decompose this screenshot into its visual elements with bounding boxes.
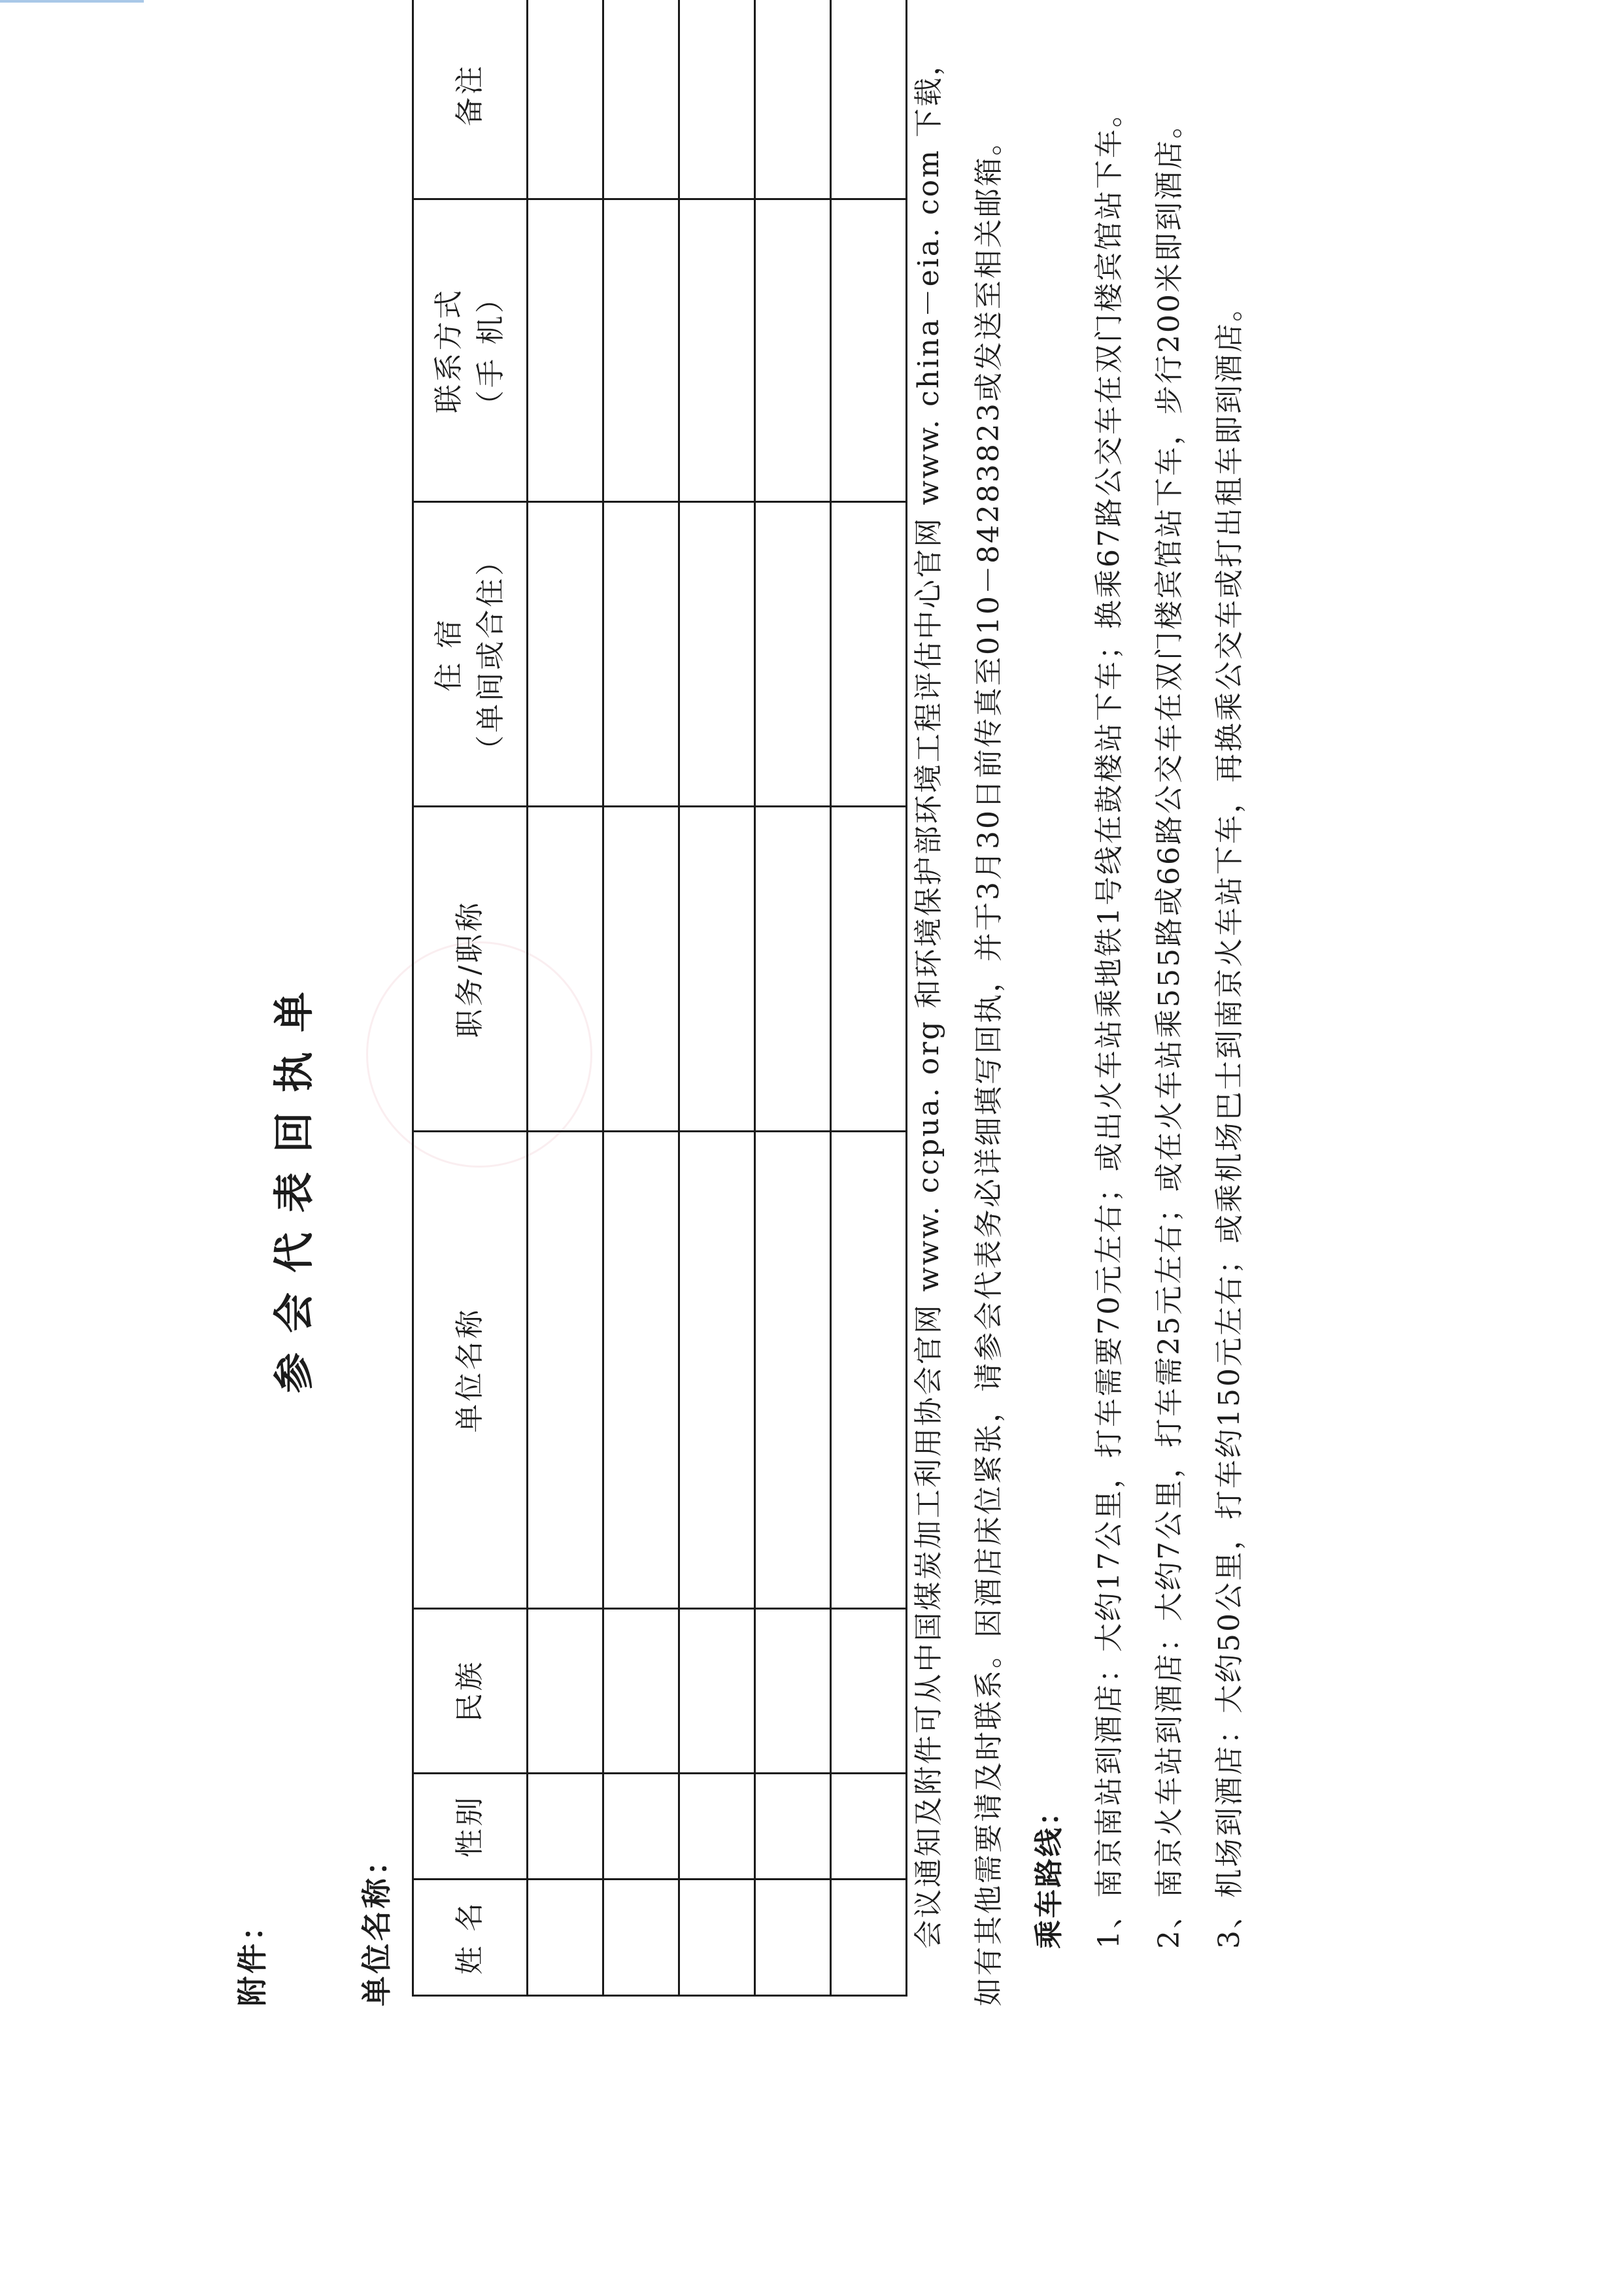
column-header-contact: 联系方式 （手 机）: [413, 199, 528, 502]
cell[interactable]: [755, 1773, 831, 1880]
cell[interactable]: [831, 0, 907, 199]
cell[interactable]: [831, 1609, 907, 1773]
cell[interactable]: [679, 1609, 755, 1773]
cell[interactable]: [831, 807, 907, 1132]
cell[interactable]: [831, 1880, 907, 1996]
cell[interactable]: [528, 807, 603, 1132]
cell[interactable]: [528, 1132, 603, 1609]
cell[interactable]: [755, 1132, 831, 1609]
cell[interactable]: [831, 1132, 907, 1609]
notice-intro: 会议通知及附件可从中国煤炭加工利用协会官网 www. ccpua. org 和环境保护部环境工程评估中心官网 www. china－eia. com 下载，如有其他需要请及时联系。因酒店床位紧张，请参会代表务必详细填写回执，并于3月30日前传真至010－84283823或发送至相关邮箱。: [912, 45, 1006, 2006]
cell[interactable]: [528, 0, 603, 199]
cell[interactable]: [755, 1609, 831, 1773]
unit-name-label: 单位名称：: [359, 1843, 394, 2006]
cell[interactable]: [679, 1773, 755, 1880]
routes-heading: 乘车路线：: [1032, 1795, 1066, 1949]
page-title: 参会代表回执单: [270, 972, 318, 1394]
reply-form-table: [412, 0, 907, 1997]
table-row: [528, 0, 603, 1996]
cell[interactable]: [755, 199, 831, 502]
cell[interactable]: [528, 502, 603, 807]
column-header-remarks: 备注: [413, 0, 528, 199]
route-item: 3、机场到酒店：大约50公里，打车约150元左右；或乘机场巴士到南京火车站下车，再换乘公交车或打出租车即到酒店。: [1213, 291, 1246, 1949]
column-header-ethnicity: 民族: [413, 1609, 528, 1773]
cell[interactable]: [679, 0, 755, 199]
table-row: [603, 0, 679, 1996]
table-header-row: [413, 0, 528, 1996]
table-row: [679, 0, 755, 1996]
cell[interactable]: [755, 502, 831, 807]
cell[interactable]: [603, 1609, 679, 1773]
notice-text: [899, 45, 1260, 2006]
column-header-name: 姓 名: [413, 1880, 528, 1996]
cell[interactable]: [831, 1773, 907, 1880]
cell[interactable]: [679, 199, 755, 502]
column-header-position: 职务/职称: [413, 807, 528, 1132]
cell[interactable]: [603, 1132, 679, 1609]
cell[interactable]: [679, 1132, 755, 1609]
cell[interactable]: [528, 199, 603, 502]
cell[interactable]: [603, 807, 679, 1132]
route-item: 1、南京南站到酒店：大约17公里，打车需要70元左右；或出火车站乘地铁1号线在鼓楼站下车；换乘67路公交车在双门楼宾馆站下车。: [1092, 97, 1126, 1949]
cell[interactable]: [679, 807, 755, 1132]
table-row: [831, 0, 907, 1996]
cell[interactable]: [603, 1773, 679, 1880]
column-header-organization: 单位名称: [413, 1132, 528, 1609]
cell[interactable]: [679, 502, 755, 807]
attachment-label: 附件：: [235, 1908, 270, 2006]
column-header-accommodation: 住 宿 （单间或合住）: [413, 502, 528, 807]
route-item: 2、南京火车站到酒店：大约7公里，打车需25元左右；或在火车站乘555路或66路公交车在双门楼宾馆站下车，步行200米即到酒店。: [1153, 108, 1186, 1949]
cell[interactable]: [755, 807, 831, 1132]
column-header-gender: 性别: [413, 1773, 528, 1880]
cell[interactable]: [528, 1609, 603, 1773]
cell[interactable]: [603, 0, 679, 199]
cell[interactable]: [755, 0, 831, 199]
table-row: [755, 0, 831, 1996]
cell[interactable]: [831, 199, 907, 502]
cell[interactable]: [755, 1880, 831, 1996]
cell[interactable]: [831, 502, 907, 807]
cell[interactable]: [528, 1880, 603, 1996]
cell[interactable]: [603, 1880, 679, 1996]
cell[interactable]: [603, 502, 679, 807]
cell[interactable]: [679, 1880, 755, 1996]
cell[interactable]: [528, 1773, 603, 1880]
cell[interactable]: [603, 199, 679, 502]
